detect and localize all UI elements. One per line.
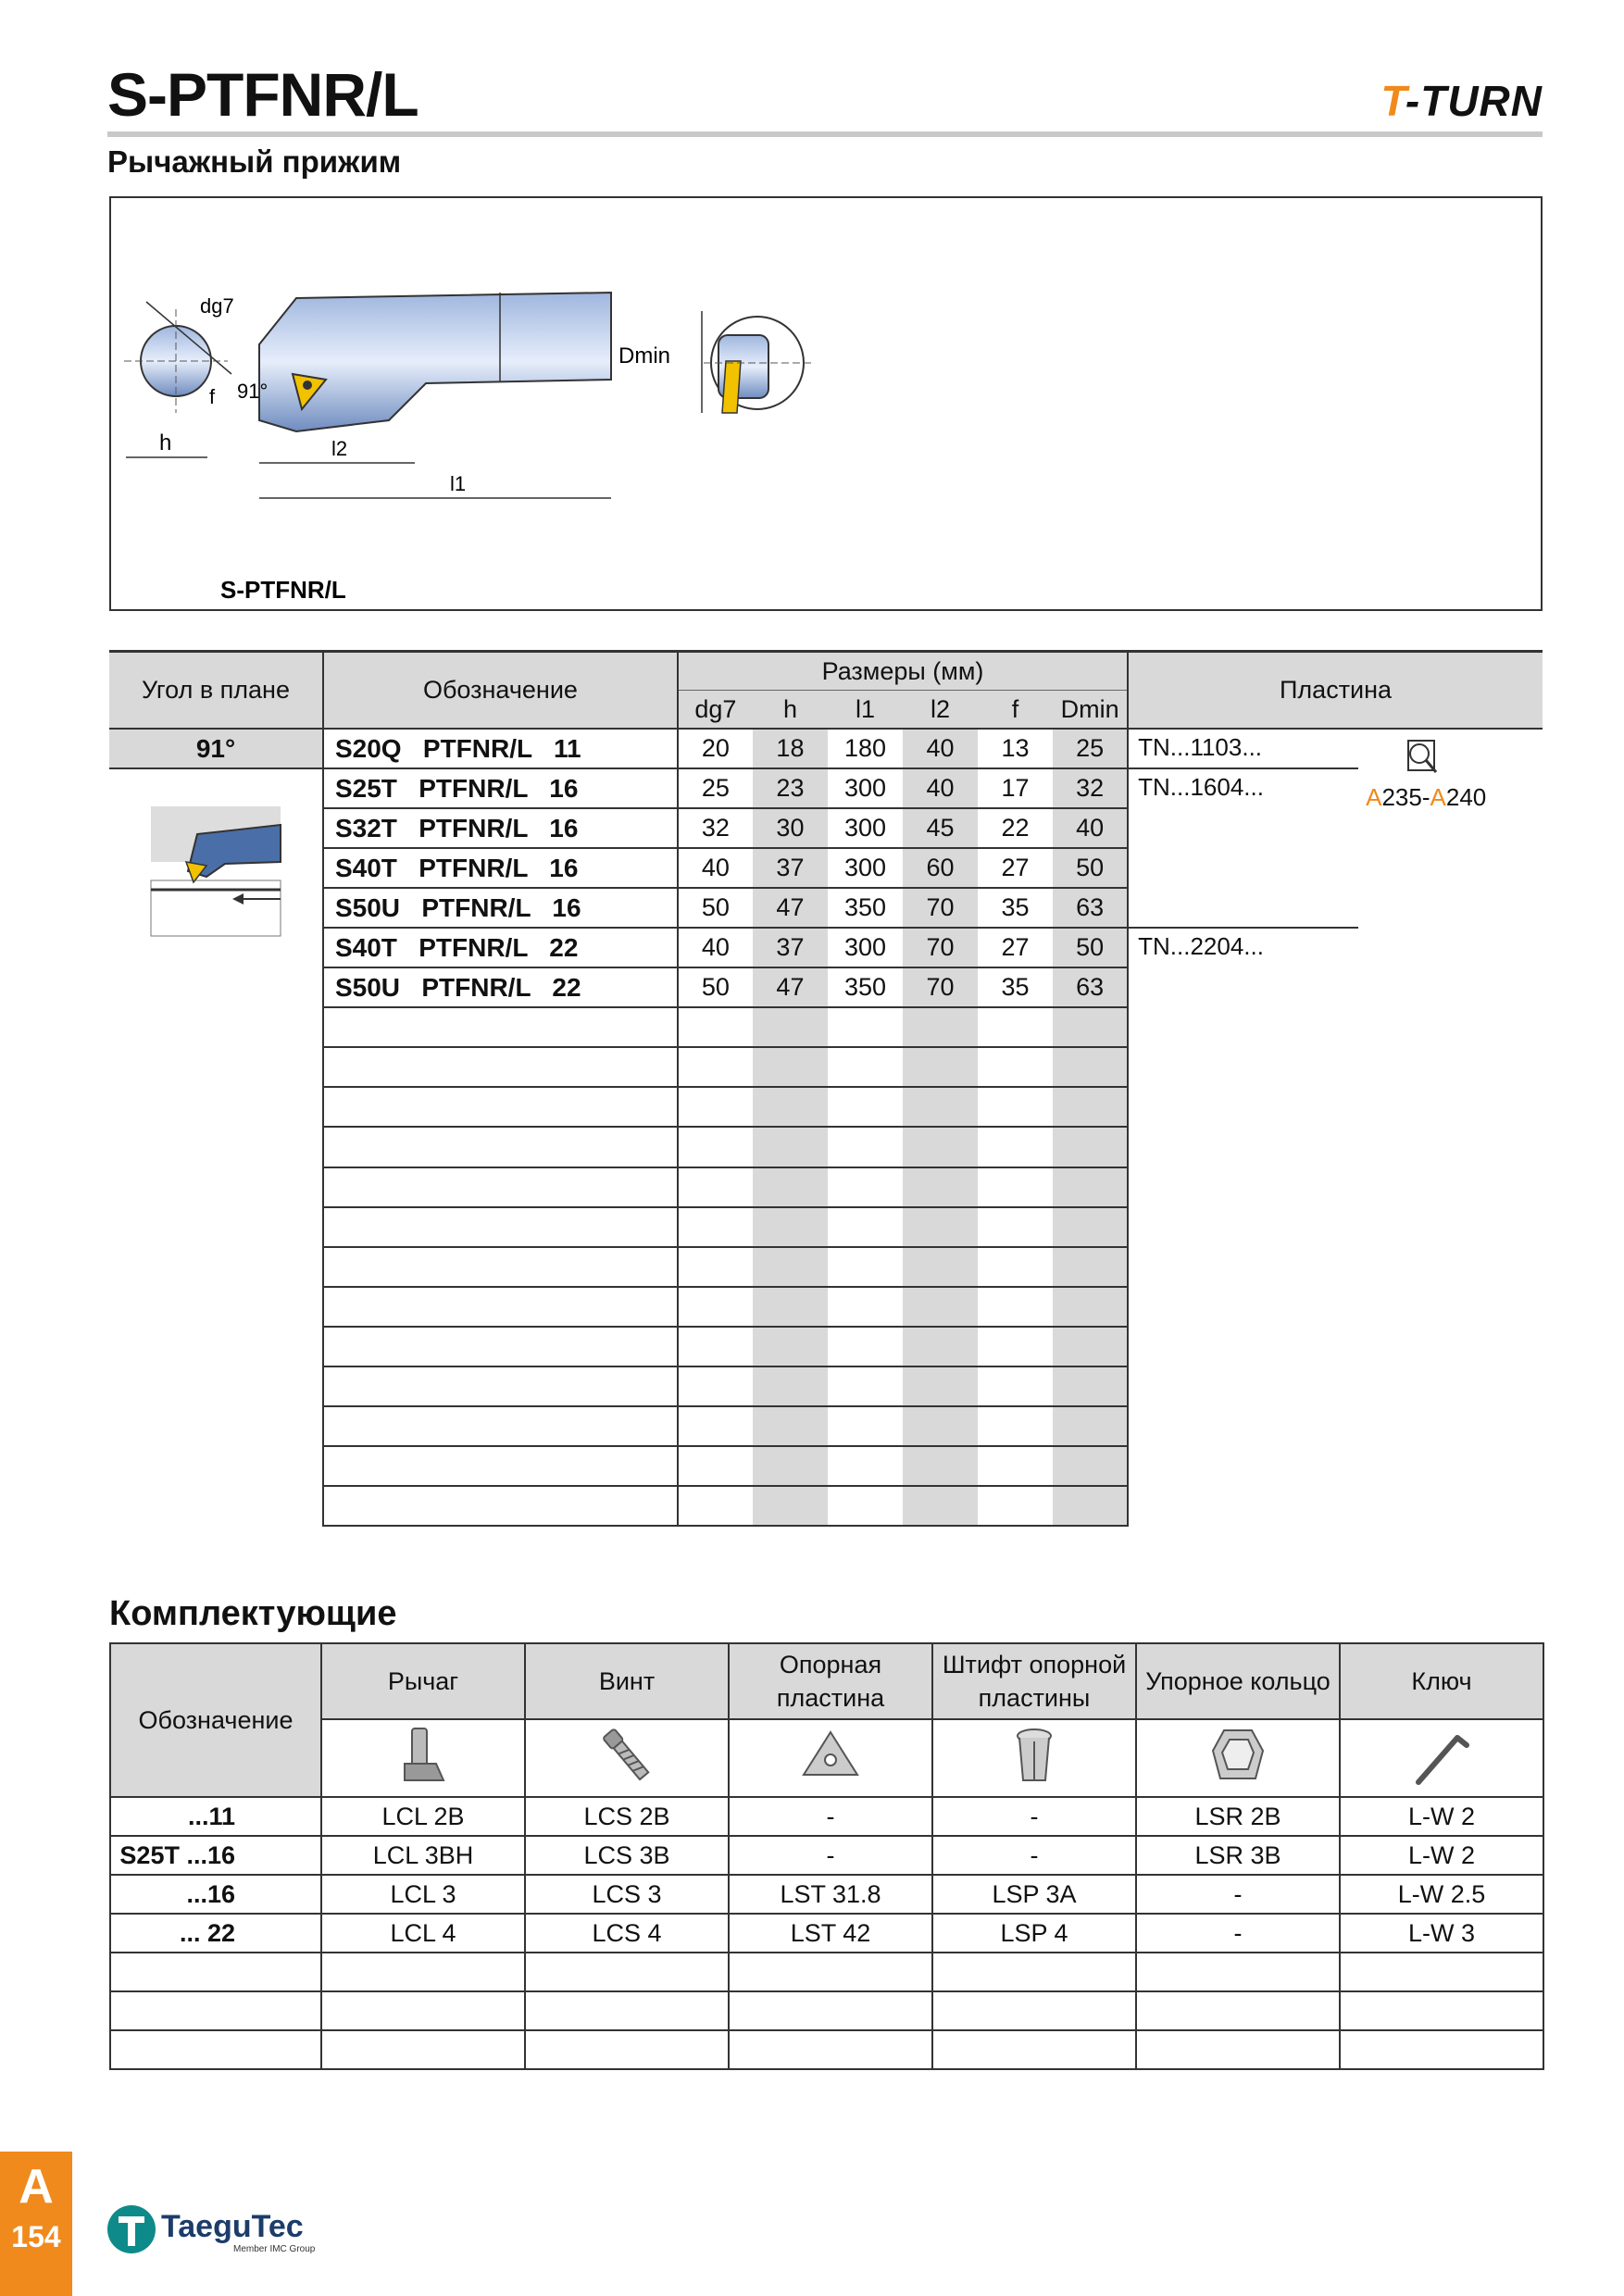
accessory-part-cell: LCL 4	[321, 1914, 525, 1953]
accessory-part-cell: -	[932, 1836, 1136, 1875]
dim-l2-cell: 70	[903, 967, 978, 1007]
acc-header-designation: Обозначение	[110, 1643, 321, 1797]
dim-l2-cell: 70	[903, 888, 978, 928]
dim-h-cell	[753, 1007, 828, 1047]
dim-h-cell	[753, 1366, 828, 1406]
designation-cell: S50U PTFNR/L 16	[323, 888, 678, 928]
dim-h-cell	[753, 1127, 828, 1167]
insert-type: TN...1604...	[1138, 773, 1264, 801]
dim-l1-cell: 300	[828, 808, 903, 848]
dim-l1-cell: 180	[828, 729, 903, 768]
col-h: h	[753, 691, 828, 730]
accessories-table	[109, 1642, 1544, 2070]
boring-illustration	[142, 797, 290, 945]
dim-l2-cell	[903, 1207, 978, 1247]
accessory-part-cell: LCS 3B	[525, 1836, 729, 1875]
stop-ring-icon	[1136, 1719, 1340, 1797]
accessory-row	[110, 1797, 1543, 1836]
dim-dmin-cell	[1053, 1406, 1128, 1446]
acc-header-shim: Опорная пластина	[729, 1643, 932, 1719]
lever-icon	[321, 1719, 525, 1797]
col-dmin: Dmin	[1053, 691, 1128, 730]
designation-cell	[323, 1247, 678, 1287]
dim-f-cell: 27	[978, 848, 1053, 888]
dim-dg7-cell: 50	[678, 967, 753, 1007]
dim-l1-cell	[828, 1247, 903, 1287]
accessory-part-cell	[932, 1953, 1136, 1991]
accessory-part-cell	[932, 1991, 1136, 2030]
col-f: f	[978, 691, 1053, 730]
dim-dg7-cell	[678, 1047, 753, 1087]
designation-cell	[323, 1446, 678, 1486]
dim-f-cell: 17	[978, 768, 1053, 808]
designation-cell	[323, 1207, 678, 1247]
accessory-part-cell	[729, 2030, 932, 2069]
tool-table	[109, 650, 1543, 1527]
accessory-part-cell	[321, 1991, 525, 2030]
label-l2: l2	[331, 437, 348, 460]
label-h: h	[159, 430, 172, 455]
label-dmin: Dmin	[618, 343, 671, 368]
accessory-part-cell: LCS 3	[525, 1875, 729, 1914]
accessory-row	[110, 1836, 1543, 1875]
dim-dg7-cell	[678, 1167, 753, 1207]
accessory-part-cell: LSR 2B	[1136, 1797, 1340, 1836]
label-l1: l1	[450, 472, 467, 495]
label-f: f	[209, 385, 216, 408]
designation-cell: S32T PTFNR/L 16	[323, 808, 678, 848]
accessory-part-cell: LCS 4	[525, 1914, 729, 1953]
dim-l2-cell	[903, 1127, 978, 1167]
designation-cell	[323, 1087, 678, 1127]
dim-dg7-cell	[678, 1247, 753, 1287]
designation-cell: S40T PTFNR/L 16	[323, 848, 678, 888]
designation-cell	[323, 1167, 678, 1207]
col-l1: l1	[828, 691, 903, 730]
accessory-row	[110, 1953, 1543, 1991]
dim-l2-cell	[903, 1167, 978, 1207]
tool-body	[259, 293, 611, 431]
dim-dg7-cell	[678, 1007, 753, 1047]
dim-dmin-cell	[1053, 1287, 1128, 1327]
dim-l1-cell	[828, 1446, 903, 1486]
dim-l2-cell	[903, 1007, 978, 1047]
dim-l1-cell: 300	[828, 768, 903, 808]
dim-dg7-cell	[678, 1446, 753, 1486]
dim-dmin-cell	[1053, 1087, 1128, 1127]
accessory-part-cell	[525, 1991, 729, 2030]
dim-dmin-cell	[1053, 1446, 1128, 1486]
dim-l1-cell	[828, 1486, 903, 1526]
page-subtitle: Рычажный прижим	[107, 144, 402, 179]
dim-h-cell	[753, 1047, 828, 1087]
accessory-part-cell	[321, 1953, 525, 1991]
accessory-part-cell: LCL 2B	[321, 1797, 525, 1836]
dim-f-cell	[978, 1167, 1053, 1207]
label-dg7: dg7	[200, 294, 234, 318]
dim-l1-cell	[828, 1207, 903, 1247]
dim-f-cell	[978, 1127, 1053, 1167]
header-angle: Угол в плане	[109, 652, 323, 730]
dim-h-cell	[753, 1406, 828, 1446]
accessory-designation	[110, 2030, 321, 2069]
acc-header-screw: Винт	[525, 1643, 729, 1719]
insert-type: TN...1103...	[1138, 733, 1263, 761]
dim-l1-cell	[828, 1047, 903, 1087]
angle-cell	[109, 729, 323, 1526]
dim-dmin-cell	[1053, 1167, 1128, 1207]
accessory-part-cell	[1136, 2030, 1340, 2069]
accessory-part-cell	[1340, 2030, 1543, 2069]
accessory-designation: S25T ...16	[110, 1836, 321, 1875]
dim-l1-cell	[828, 1127, 903, 1167]
dim-f-cell: 13	[978, 729, 1053, 768]
designation-cell	[323, 1366, 678, 1406]
dim-f-cell	[978, 1287, 1053, 1327]
accessory-part-cell	[729, 1953, 932, 1991]
tool-drawing-box	[109, 196, 1543, 611]
dim-l2-cell	[903, 1047, 978, 1087]
accessory-part-cell	[1340, 1991, 1543, 2030]
accessory-part-cell: -	[729, 1836, 932, 1875]
accessory-part-cell: L-W 2.5	[1340, 1875, 1543, 1914]
accessory-part-cell: -	[932, 1797, 1136, 1836]
dim-dg7-cell: 40	[678, 848, 753, 888]
catalog-magnifier-icon[interactable]	[1401, 737, 1442, 784]
dim-f-cell	[978, 1366, 1053, 1406]
designation-cell	[323, 1327, 678, 1366]
designation-cell	[323, 1047, 678, 1087]
dim-f-cell	[978, 1247, 1053, 1287]
accessory-row	[110, 1991, 1543, 2030]
dim-l2-cell	[903, 1247, 978, 1287]
designation-cell	[323, 1406, 678, 1446]
dim-f-cell: 22	[978, 808, 1053, 848]
accessory-part-cell: L-W 2	[1340, 1836, 1543, 1875]
page-reference[interactable]: A235-A240	[1366, 783, 1487, 811]
page-title: S-PTFNR/L	[107, 60, 418, 129]
dim-dg7-cell: 25	[678, 768, 753, 808]
insert-type: TN...2204...	[1138, 932, 1264, 960]
dim-dg7-cell: 40	[678, 928, 753, 967]
accessory-designation	[110, 1991, 321, 2030]
dim-l1-cell	[828, 1087, 903, 1127]
accessory-designation: ...16	[110, 1875, 321, 1914]
dim-h-cell	[753, 1446, 828, 1486]
dim-l2-cell: 40	[903, 768, 978, 808]
dim-dg7-cell	[678, 1327, 753, 1366]
accessory-designation: ... 22	[110, 1914, 321, 1953]
dim-l2-cell	[903, 1486, 978, 1526]
dim-l1-cell	[828, 1366, 903, 1406]
dim-l2-cell	[903, 1406, 978, 1446]
accessory-designation: ...11	[110, 1797, 321, 1836]
dim-l1-cell: 350	[828, 967, 903, 1007]
header-insert: Пластина	[1128, 652, 1543, 730]
dim-dmin-cell: 40	[1053, 808, 1128, 848]
dim-dg7-cell	[678, 1087, 753, 1127]
acc-header-shim-pin: Штифт опорной пластины	[932, 1643, 1136, 1719]
dim-f-cell: 35	[978, 967, 1053, 1007]
accessory-part-cell: L-W 2	[1340, 1797, 1543, 1836]
accessory-part-cell	[1340, 1953, 1543, 1991]
dim-dmin-cell: 32	[1053, 768, 1128, 808]
dim-f-cell: 35	[978, 888, 1053, 928]
header-rule	[107, 131, 1543, 137]
dim-dg7-cell	[678, 1287, 753, 1327]
key-icon	[1340, 1719, 1543, 1797]
dim-l2-cell	[903, 1327, 978, 1366]
drawing-caption: S-PTFNR/L	[220, 576, 346, 604]
header-dimensions: Размеры (мм)	[678, 652, 1128, 691]
dim-l2-cell: 70	[903, 928, 978, 967]
dim-l1-cell	[828, 1007, 903, 1047]
taegutec-logo	[104, 2202, 344, 2257]
accessory-row	[110, 1914, 1543, 1953]
accessory-part-cell: LCL 3	[321, 1875, 525, 1914]
dim-l2-cell	[903, 1287, 978, 1327]
dim-l2-cell	[903, 1366, 978, 1406]
accessory-part-cell: -	[729, 1797, 932, 1836]
accessory-part-cell	[321, 2030, 525, 2069]
accessory-part-cell	[1136, 1991, 1340, 2030]
dim-h-cell: 37	[753, 928, 828, 967]
tool-drawing	[111, 198, 1541, 609]
dim-dmin-cell	[1053, 1327, 1128, 1366]
dim-dmin-cell: 63	[1053, 888, 1128, 928]
col-dg7: dg7	[678, 691, 753, 730]
accessory-part-cell	[525, 2030, 729, 2069]
header-designation: Обозначение	[323, 652, 678, 730]
acc-header-lever: Рычаг	[321, 1643, 525, 1719]
dim-h-cell	[753, 1486, 828, 1526]
dim-dmin-cell: 50	[1053, 928, 1128, 967]
accessory-designation	[110, 1953, 321, 1991]
accessory-part-cell: LSP 3A	[932, 1875, 1136, 1914]
dim-dg7-cell	[678, 1486, 753, 1526]
accessory-part-cell: LST 31.8	[729, 1875, 932, 1914]
accessory-part-cell	[525, 1953, 729, 1991]
dim-l1-cell	[828, 1406, 903, 1446]
accessory-part-cell	[1136, 1953, 1340, 1991]
angle-value: 91°	[109, 730, 322, 769]
accessory-row	[110, 1875, 1543, 1914]
dim-l2-cell: 60	[903, 848, 978, 888]
dim-dmin-cell	[1053, 1207, 1128, 1247]
dim-l1-cell	[828, 1287, 903, 1327]
dim-h-cell: 23	[753, 768, 828, 808]
insert-cell	[1128, 729, 1543, 1526]
dim-h-cell	[753, 1207, 828, 1247]
designation-cell: S50U PTFNR/L 22	[323, 967, 678, 1007]
dim-h-cell	[753, 1287, 828, 1327]
logo-text: TaeguTec	[161, 2209, 304, 2244]
designation-cell	[323, 1127, 678, 1167]
dim-h-cell: 47	[753, 967, 828, 1007]
designation-cell	[323, 1287, 678, 1327]
dim-f-cell	[978, 1047, 1053, 1087]
dim-f-cell	[978, 1007, 1053, 1047]
dim-l1-cell	[828, 1327, 903, 1366]
accessory-part-cell: L-W 3	[1340, 1914, 1543, 1953]
dim-l2-cell: 45	[903, 808, 978, 848]
dim-dmin-cell	[1053, 1127, 1128, 1167]
dim-f-cell	[978, 1327, 1053, 1366]
logo-tagline: Member IMC Group	[233, 2244, 316, 2254]
dim-h-cell: 37	[753, 848, 828, 888]
dim-dmin-cell: 50	[1053, 848, 1128, 888]
accessory-part-cell	[729, 1991, 932, 2030]
label-angle: 91°	[237, 380, 269, 403]
accessories-title: Комплектующие	[109, 1594, 397, 1633]
dim-h-cell	[753, 1167, 828, 1207]
accessory-part-cell	[932, 2030, 1136, 2069]
page-tab	[0, 2152, 72, 2296]
designation-cell: S20Q PTFNR/L 11	[323, 729, 678, 768]
dim-f-cell	[978, 1207, 1053, 1247]
dim-h-cell	[753, 1087, 828, 1127]
dim-dg7-cell	[678, 1207, 753, 1247]
dim-dmin-cell: 25	[1053, 729, 1128, 768]
brand-logo: T-TURN	[1380, 77, 1543, 125]
dim-h-cell	[753, 1327, 828, 1366]
dim-h-cell: 18	[753, 729, 828, 768]
dim-dmin-cell	[1053, 1366, 1128, 1406]
dim-h-cell	[753, 1247, 828, 1287]
dim-dg7-cell: 32	[678, 808, 753, 848]
dim-dg7-cell: 20	[678, 729, 753, 768]
dim-h-cell: 30	[753, 808, 828, 848]
dim-l2-cell: 40	[903, 729, 978, 768]
section-letter: A	[19, 2160, 54, 2214]
dim-f-cell	[978, 1406, 1053, 1446]
designation-cell	[323, 1007, 678, 1047]
dim-l2-cell	[903, 1087, 978, 1127]
dim-dmin-cell: 63	[1053, 967, 1128, 1007]
designation-cell: S25T PTFNR/L 16	[323, 768, 678, 808]
dim-h-cell: 47	[753, 888, 828, 928]
dim-l1-cell: 300	[828, 928, 903, 967]
accessory-part-cell: LSR 3B	[1136, 1836, 1340, 1875]
dim-f-cell	[978, 1446, 1053, 1486]
acc-header-key: Ключ	[1340, 1643, 1543, 1719]
col-l2: l2	[903, 691, 978, 730]
dim-dmin-cell	[1053, 1486, 1128, 1526]
dim-dmin-cell	[1053, 1047, 1128, 1087]
accessory-part-cell: -	[1136, 1914, 1340, 1953]
accessory-part-cell: LST 42	[729, 1914, 932, 1953]
shim-icon	[729, 1719, 932, 1797]
accessory-part-cell: -	[1136, 1875, 1340, 1914]
dim-l2-cell	[903, 1446, 978, 1486]
dim-dg7-cell	[678, 1127, 753, 1167]
dim-l1-cell: 350	[828, 888, 903, 928]
accessory-part-cell: LSP 4	[932, 1914, 1136, 1953]
dim-dg7-cell: 50	[678, 888, 753, 928]
dim-dg7-cell	[678, 1406, 753, 1446]
dim-dmin-cell	[1053, 1247, 1128, 1287]
accessory-row	[110, 2030, 1543, 2069]
dim-dmin-cell	[1053, 1007, 1128, 1047]
dim-f-cell: 27	[978, 928, 1053, 967]
accessory-part-cell: LCS 2B	[525, 1797, 729, 1836]
dim-dg7-cell	[678, 1366, 753, 1406]
dim-f-cell	[978, 1486, 1053, 1526]
designation-cell	[323, 1486, 678, 1526]
dim-l1-cell	[828, 1167, 903, 1207]
dim-l1-cell: 300	[828, 848, 903, 888]
table-row	[109, 729, 1543, 768]
screw-icon	[525, 1719, 729, 1797]
accessory-part-cell: LCL 3BH	[321, 1836, 525, 1875]
acc-header-stop-ring: Упорное кольцо	[1136, 1643, 1340, 1719]
designation-cell: S40T PTFNR/L 22	[323, 928, 678, 967]
shim-pin-icon	[932, 1719, 1136, 1797]
page-number: 154	[11, 2220, 61, 2253]
dim-f-cell	[978, 1087, 1053, 1127]
